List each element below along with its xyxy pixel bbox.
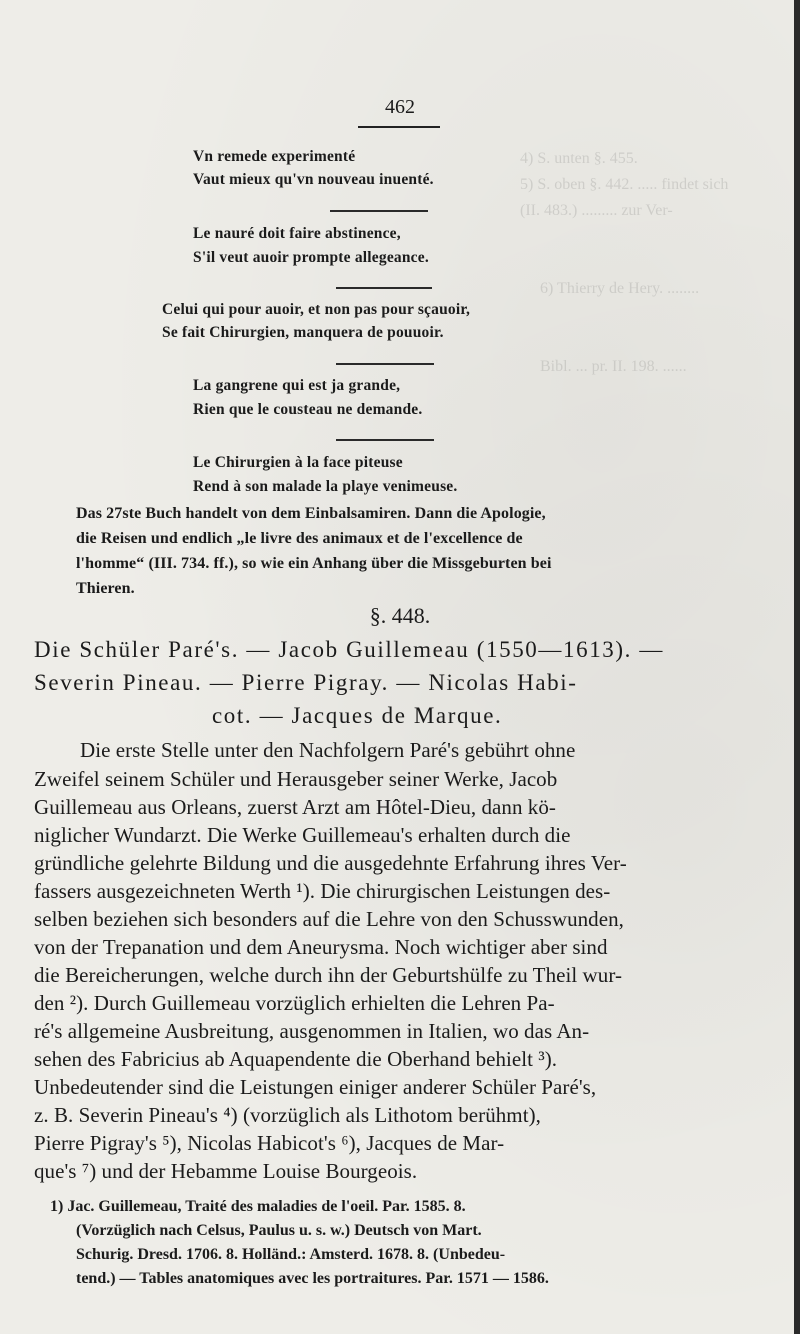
bleed-through-text: 4) S. unten §. 455. xyxy=(520,150,638,167)
bleed-through-text: (II. 483.) ......... zur Ver- xyxy=(520,202,673,219)
section-heading-line: Severin Pineau. — Pierre Pigray. — Nicolas Habi- xyxy=(34,670,578,695)
verse-line: Se fait Chirurgien, manquera de pouuoir. xyxy=(162,324,444,341)
body-text-line: que's ⁷) und der Hebamme Louise Bourgeois. xyxy=(34,1159,418,1183)
page-edge-shadow xyxy=(794,0,800,1334)
footnote-line: tend.) — Tables anatomiques avec les portraitures. Par. 1571 — 1586. xyxy=(76,1270,549,1287)
paragraph-line: Thieren. xyxy=(76,580,135,597)
body-text-line: Zweifel seinem Schüler und Herausgeber seiner Werke, Jacob xyxy=(34,767,558,791)
verse-line: Le nauré doit faire abstinence, xyxy=(193,225,401,242)
body-text-line: z. B. Severin Pineau's ⁴) (vorzüglich als Lithotom berühmt), xyxy=(34,1103,541,1127)
bleed-through-text: 6) Thierry de Hery. ........ xyxy=(540,280,700,297)
body-text-line: die Bereicherungen, welche durch ihn der Geburtshülfe zu Theil wur- xyxy=(34,963,622,987)
body-text-line: Die erste Stelle unter den Nachfolgern Paré's gebührt ohne xyxy=(80,738,576,762)
section-heading-line: cot. — Jacques de Marque. xyxy=(212,703,503,728)
body-text-line: ré's allgemeine Ausbreitung, ausgenommen in Italien, wo das An- xyxy=(34,1019,590,1043)
body-text-line: gründliche gelehrte Bildung und die ausgedehnte Erfahrung ihres Ver- xyxy=(34,851,627,875)
verse-line: Vn remede experimenté xyxy=(193,148,356,165)
body-text-line: Guillemeau aus Orleans, zuerst Arzt am Hôtel-Dieu, dann kö- xyxy=(34,795,556,819)
verse-line: Le Chirurgien à la face piteuse xyxy=(193,454,403,471)
verse-separator xyxy=(336,363,434,365)
page-number: 462 xyxy=(385,96,415,118)
body-text-line: Unbedeutender sind die Leistungen einiger anderer Schüler Paré's, xyxy=(34,1075,597,1099)
bleed-through-text: Bibl. ... pr. II. 198. ...... xyxy=(540,358,687,375)
footnote-line: Schurig. Dresd. 1706. 8. Holländ.: Amsterd. 1678. 8. (Unbedeu- xyxy=(76,1246,506,1263)
verse-separator xyxy=(336,287,432,289)
body-text-line: den ²). Durch Guillemeau vorzüglich erhielten die Lehren Pa- xyxy=(34,991,555,1015)
footnote-line: 1) Jac. Guillemeau, Traité des maladies de l'oeil. Par. 1585. 8. xyxy=(50,1198,466,1215)
verse-line: S'il veut auoir prompte allegeance. xyxy=(193,249,429,266)
paragraph-line: l'homme“ (III. 734. ff.), so wie ein Anhang über die Missgeburten bei xyxy=(76,555,552,572)
body-text-line: niglicher Wundarzt. Die Werke Guillemeau's erhalten durch die xyxy=(34,823,571,847)
verse-line: La gangrene qui est ja grande, xyxy=(193,377,401,394)
body-text-line: Pierre Pigray's ⁵), Nicolas Habicot's ⁶), Jacques de Mar- xyxy=(34,1131,505,1155)
section-number: §. 448. xyxy=(369,603,431,628)
body-text-line: fassers ausgezeichneten Werth ¹). Die chirurgischen Leistungen des- xyxy=(34,879,611,903)
verse-line: Rend à son malade la playe venimeuse. xyxy=(193,478,458,495)
verse-line: Rien que le cousteau ne demande. xyxy=(193,401,423,418)
body-text-line: sehen des Fabricius ab Aquapendente die Oberhand behielt ³). xyxy=(34,1047,558,1071)
verse-separator xyxy=(330,210,428,212)
verse-line: Vaut mieux qu'vn nouveau inuenté. xyxy=(193,171,434,188)
section-heading-line: Die Schüler Paré's. — Jacob Guillemeau (1550—1613). — xyxy=(34,637,664,662)
footnote-line: (Vorzüglich nach Celsus, Paulus u. s. w.) Deutsch von Mart. xyxy=(76,1222,482,1239)
verse-separator xyxy=(336,439,434,441)
paragraph-line: die Reisen und endlich „le livre des animaux et de l'excellence de xyxy=(76,530,523,547)
body-text-line: von der Trepanation und dem Aneurysma. Noch wichtiger aber sind xyxy=(34,935,608,959)
bleed-through-text: 5) S. oben §. 442. ..... findet sich xyxy=(520,176,729,193)
body-text-line: selben beziehen sich besonders auf die Lehre von den Schusswunden, xyxy=(34,907,624,931)
paragraph-line: Das 27ste Buch handelt von dem Einbalsamiren. Dann die Apologie, xyxy=(76,505,546,522)
verse-line: Celui qui pour auoir, et non pas pour sçauoir, xyxy=(162,301,471,318)
page-number-rule xyxy=(358,126,440,128)
